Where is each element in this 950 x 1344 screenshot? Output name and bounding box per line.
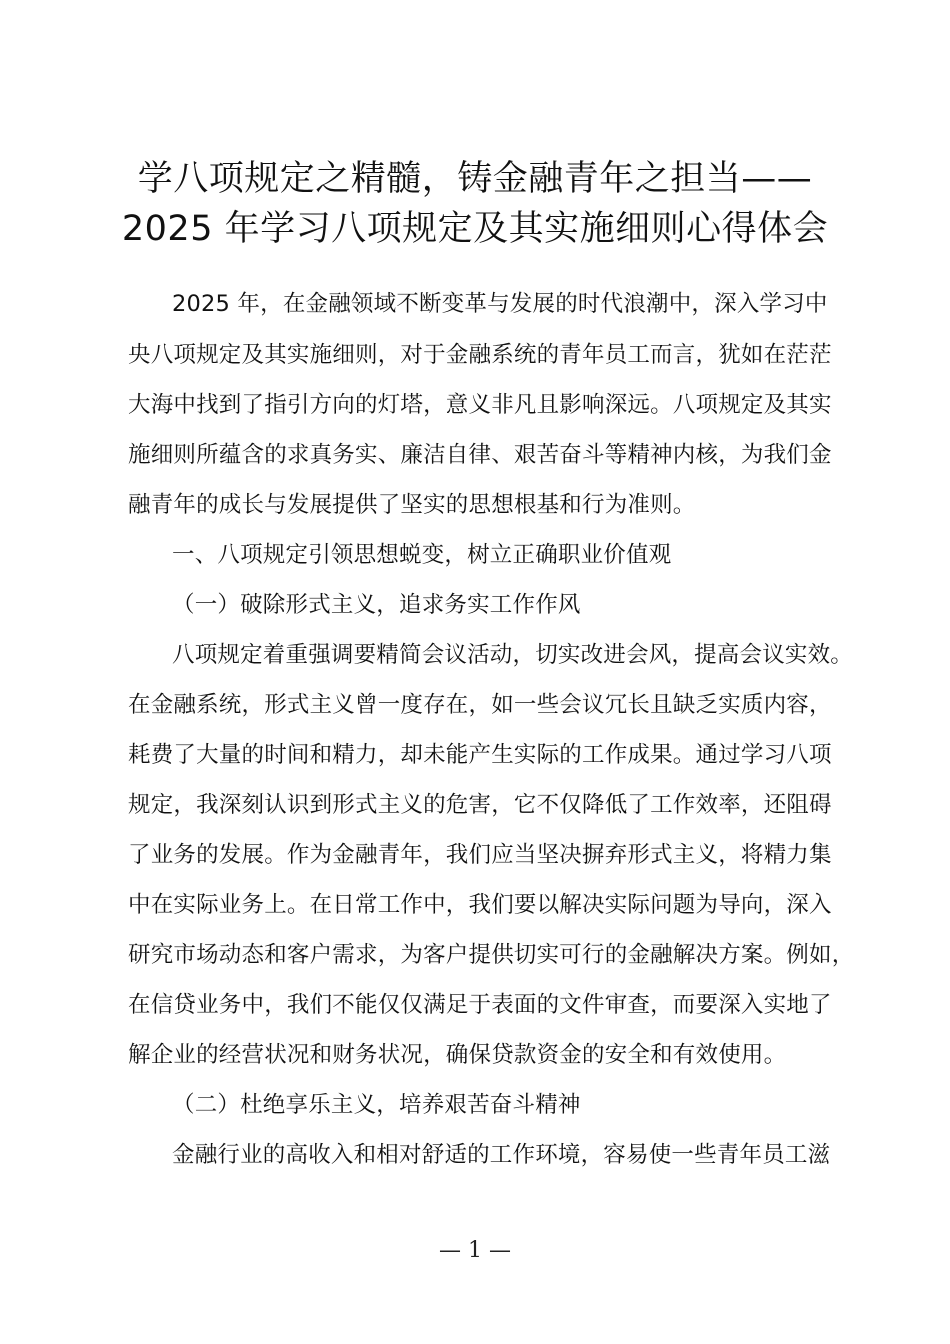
document-title-line-2: 2025 年学习八项规定及其实施细则心得体会 [121,209,829,249]
paragraph-line: 金融行业的高收入和相对舒适的工作环境，容易使一些青年员工滋 [172,1142,831,1168]
intro-line: 央八项规定及其实施细则，对于金融系统的青年员工而言，犹如在茫茫 [128,342,832,368]
paragraph-line: 研究市场动态和客户需求，为客户提供切实可行的金融解决方案。例如， [128,942,855,968]
section-heading: 一、八项规定引领思想蜕变，树立正确职业价值观 [172,542,672,568]
paragraph-line: 在信贷业务中，我们不能仅仅满足于表面的文件审查，而要深入实地了 [128,992,832,1018]
paragraph-line: 规定，我深刻认识到形式主义的危害，它不仅降低了工作效率，还阻碍 [128,792,832,818]
paragraph-line: 中在实际业务上。在日常工作中，我们要以解决实际问题为导向，深入 [128,892,832,918]
paragraph-line: 解企业的经营状况和财务状况，确保贷款资金的安全和有效使用。 [128,1042,787,1068]
subsection-heading: （二）杜绝享乐主义，培养艰苦奋斗精神 [172,1092,581,1118]
page-number: — 1 — [439,1238,511,1263]
paragraph-line: 了业务的发展。作为金融青年，我们应当坚决摒弃形式主义，将精力集 [128,842,832,868]
intro-line: 2025 年，在金融领域不断变革与发展的时代浪潮中，深入学习中 [172,291,828,317]
paragraph-line: 在金融系统，形式主义曾一度存在，如一些会议冗长且缺乏实质内容， [128,692,832,718]
paragraph-line: 八项规定着重强调要精简会议活动，切实改进会风，提高会议实效。 [172,642,854,668]
subsection-heading: （一）破除形式主义，追求务实工作作风 [172,592,581,618]
intro-line: 融青年的成长与发展提供了坚实的思想根基和行为准则。 [128,492,696,518]
paragraph-line: 耗费了大量的时间和精力，却未能产生实际的工作成果。通过学习八项 [128,742,832,768]
intro-line: 大海中找到了指引方向的灯塔，意义非凡且影响深远。八项规定及其实 [128,392,832,418]
intro-line: 施细则所蕴含的求真务实、廉洁自律、艰苦奋斗等精神内核，为我们金 [128,442,832,468]
document-title-line-1: 学八项规定之精髓，铸金融青年之担当—— [137,159,813,199]
